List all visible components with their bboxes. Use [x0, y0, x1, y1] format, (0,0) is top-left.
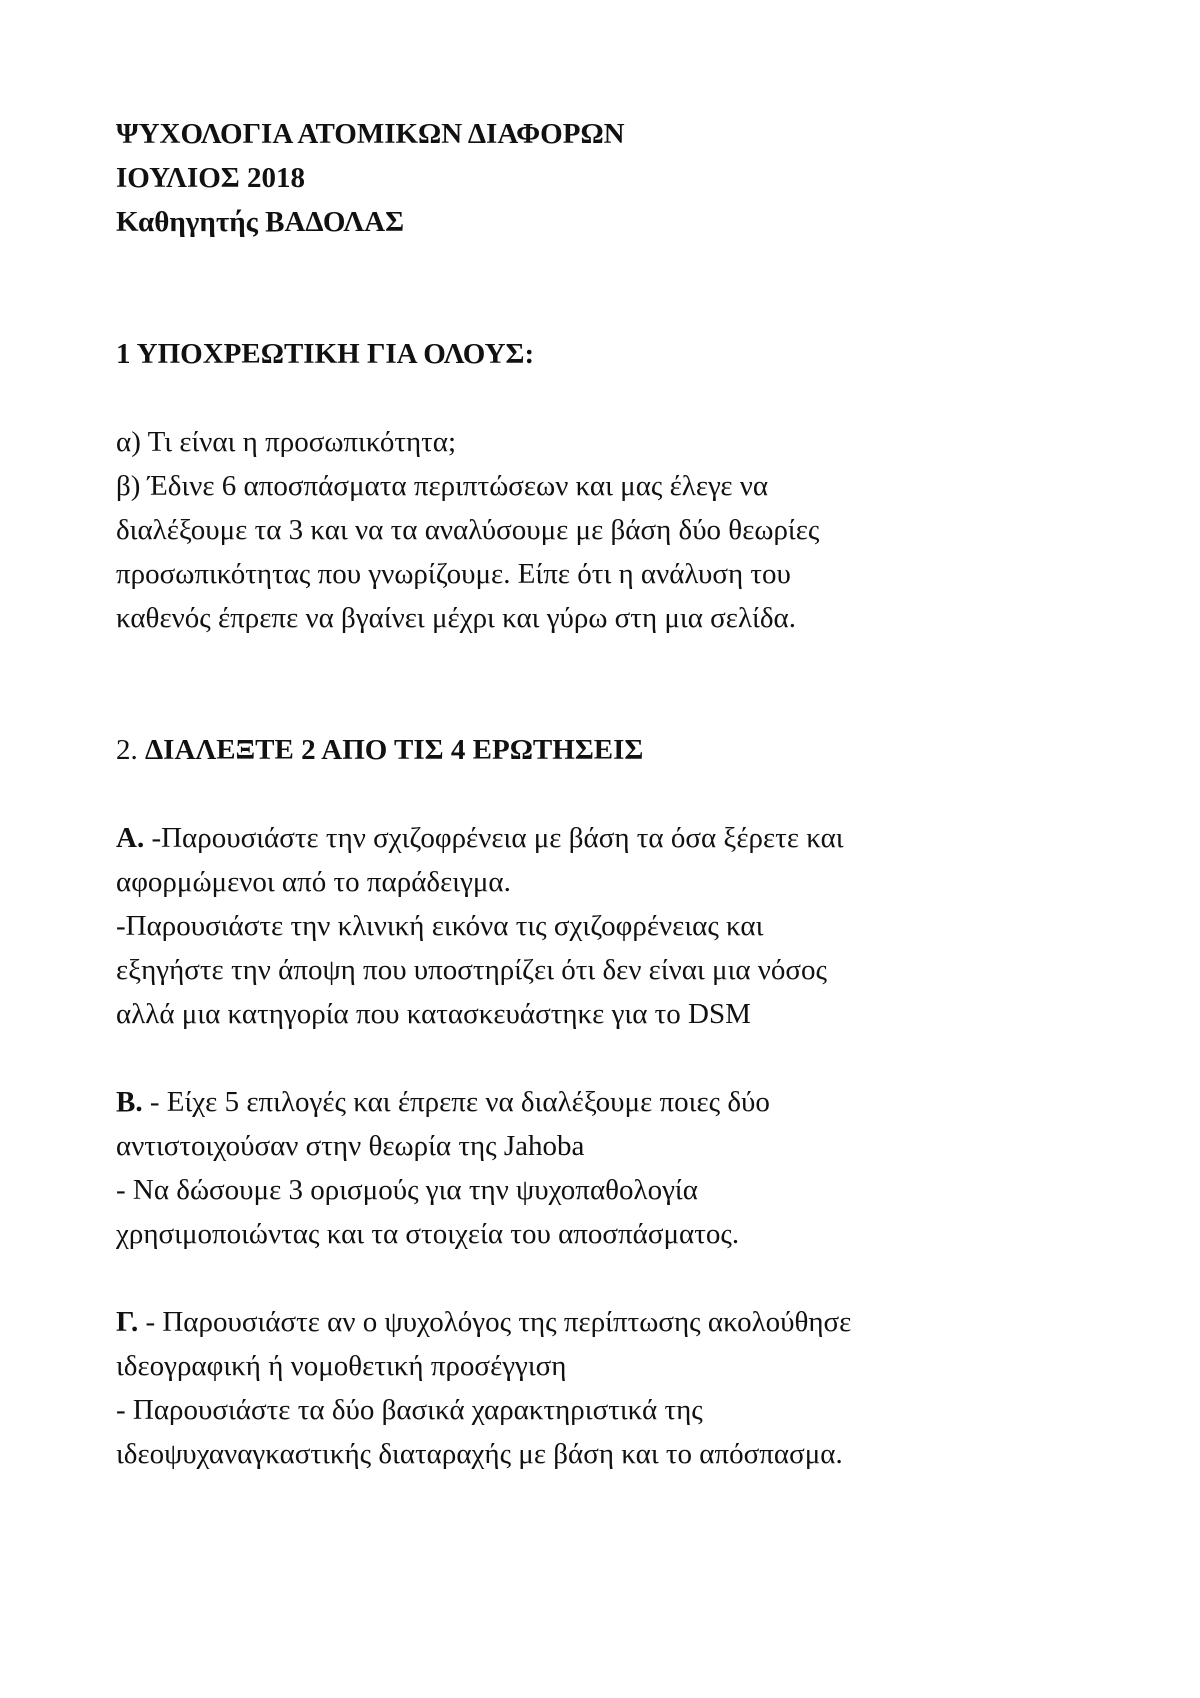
question-a: α) Τι είναι η προσωπικότητα;: [116, 426, 457, 458]
question-A-line: εξηγήστε την άποψη που υποστηρίζει ότι δεν είναι μια νόσος: [116, 954, 828, 986]
question-A-line: αλλά μια κατηγορία που κατασκευάστηκε για το DSM: [116, 998, 751, 1030]
exam-date: ΙΟΥΛΙΟΣ 2018: [116, 162, 305, 194]
question-A-text: -Παρουσιάστε την σχιζοφρένεια με βάση τα όσα ξέρετε και: [151, 822, 844, 854]
section2-title: ΔΙΑΛΕΞΤΕ 2 ΑΠΟ ΤΙΣ 4 ΕΡΩΤΗΣΕΙΣ: [145, 734, 644, 766]
question-A-line: αφορμώμενοι από το παράδειγμα.: [116, 866, 511, 898]
document-content: [116, 112, 1116, 1476]
section2-number: 2.: [116, 734, 145, 766]
question-B-label: Β.: [116, 1086, 150, 1118]
question-b-line: διαλέξουμε τα 3 και να τα αναλύσουμε με βάση δύο θεωρίες: [116, 514, 820, 546]
question-G-label: Γ.: [116, 1306, 146, 1338]
question-A-line: -Παρουσιάστε την κλινική εικόνα τις σχιζοφρένειας και: [116, 910, 764, 942]
question-A-label: Α.: [116, 822, 152, 854]
spacer: [116, 1256, 1116, 1300]
section1-heading: 1 ΥΠΟΧΡΕΩΤΙΚΗ ΓΙΑ ΟΛΟΥΣ:: [116, 338, 535, 370]
professor-name: Καθηγητής ΒΑΔΟΛΑΣ: [116, 206, 405, 238]
question-b-line: προσωπικότητας που γνωρίζουμε. Είπε ότι η ανάλυση του: [116, 558, 791, 590]
question-B-line: αντιστοιχούσαν στην θεωρία της Jahoba: [116, 1130, 585, 1162]
spacer: [116, 244, 1116, 332]
question-b-line: καθενός έπρεπε να βγαίνει μέχρι και γύρω στη μια σελίδα.: [116, 602, 796, 634]
question-b-line: β) Έδινε 6 αποσπάσματα περιπτώσεων και μας έλεγε να: [116, 470, 769, 502]
question-B-line: χρησιμοποιώντας και τα στοιχεία του αποσπάσματος.: [116, 1218, 740, 1250]
section2-heading: [116, 728, 1116, 772]
question-G-text: - Παρουσιάστε αν ο ψυχολόγος της περίπτωσης ακολούθησε: [145, 1306, 852, 1338]
spacer: [116, 772, 1116, 816]
spacer: [116, 376, 1116, 420]
question-G-line: [116, 1300, 1116, 1344]
question-G-line: ιδεοψυχαναγκαστικής διαταραχής με βάση και το απόσπασμα.: [116, 1438, 843, 1470]
question-B-line: - Να δώσουμε 3 ορισμούς για την ψυχοπαθολογία: [116, 1174, 698, 1206]
spacer: [116, 640, 1116, 728]
question-B-line: [116, 1080, 1116, 1124]
question-G-line: - Παρουσιάστε τα δύο βασικά χαρακτηριστικά της: [116, 1394, 703, 1426]
question-B-text: - Είχε 5 επιλογές και έπρεπε να διαλέξουμε ποιες δύο: [149, 1086, 770, 1118]
question-A-line: [116, 816, 1116, 860]
course-title: ΨΥΧΟΛΟΓΙΑ ΑΤΟΜΙΚΩΝ ΔΙΑΦΟΡΩΝ: [116, 118, 625, 150]
spacer: [116, 1036, 1116, 1080]
question-G-line: ιδεογραφική ή νομοθετική προσέγγιση: [116, 1350, 567, 1382]
